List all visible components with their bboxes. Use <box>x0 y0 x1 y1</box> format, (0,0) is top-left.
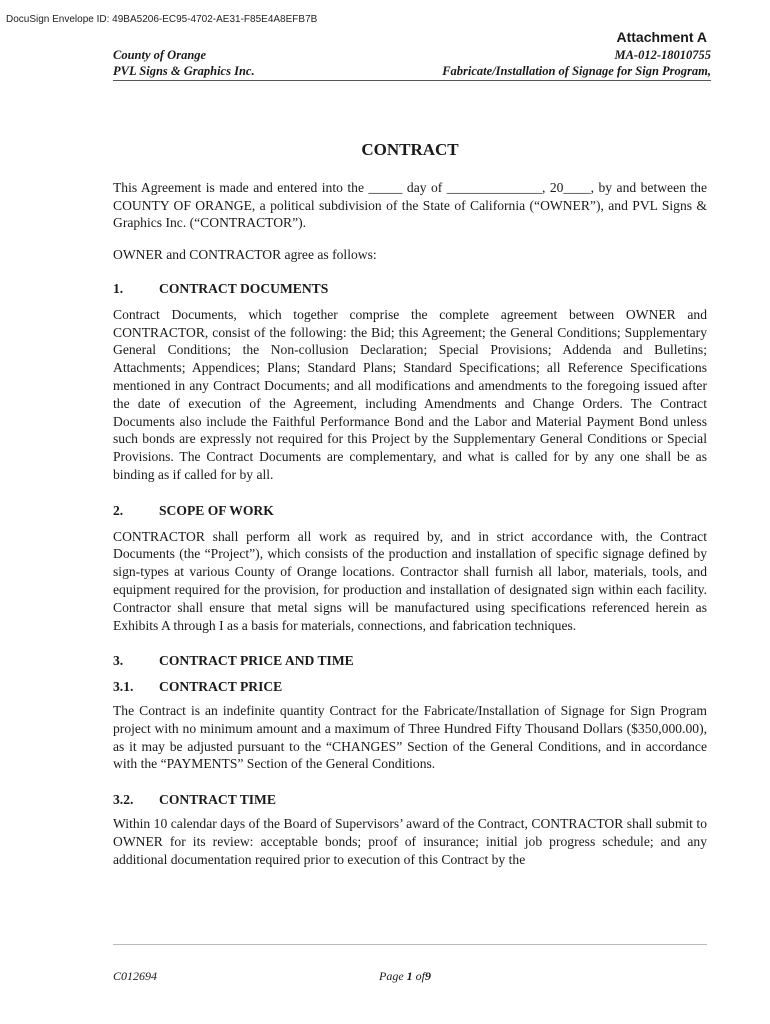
header-project-title: Fabricate/Installation of Signage for Sign Program, <box>442 63 711 78</box>
section-number: 3. <box>113 653 124 669</box>
section-number: 3.1. <box>113 679 134 695</box>
header-contractor: PVL Signs & Graphics Inc. <box>113 63 255 78</box>
section-title: CONTRACT DOCUMENTS <box>159 280 329 296</box>
document-body <box>113 141 707 876</box>
section-3-1-text: The Contract is an indefinite quantity Contract for the Fabricate/Installation of Signage for Sign Program project with no minimum amount and a maximum of Three Hundred Fifty Thousand Dollars ($350,000.00), as it may be adjusted pursuant to the “CHANGES” Section of the General Conditions, and in accordance with the “PAYMENTS” Section of the General Conditions. <box>113 702 707 772</box>
page-of-label: of <box>415 969 425 983</box>
intro-paragraph: This Agreement is made and entered into the _____ day of ______________, 20____, by and between the COUNTY OF ORANGE, a political subdivision of the State of California (“OWNER”), and PVL Signs & Graphics Inc. (“CONTRACTOR”). <box>113 179 707 231</box>
section-2-text: CONTRACTOR shall perform all work as required by, and in strict accordance with, the Contract Documents (the “Project”), which consists of the production and installation of specific signage defined by sign-types at various County of Orange locations. Contractor shall furnish all labor, materials, tools, and equipment required for the provision, for production and installation of designated sign within each facility. Contractor shall ensure that metal signs will be manufactured using specifications referenced herein as Exhibits A through I as a basis for materials, connections, and fabrication techniques. <box>113 528 707 633</box>
section-number: 1. <box>113 280 124 296</box>
section-title: CONTRACT TIME <box>159 792 276 808</box>
section-3-1-heading <box>113 678 707 696</box>
document-header <box>113 48 711 81</box>
section-title: CONTRACT PRICE <box>159 679 283 695</box>
page-label: Page <box>379 969 404 983</box>
header-contract-number: MA-012-18010755 <box>614 48 711 62</box>
section-3-heading <box>113 652 707 670</box>
page-current: 1 <box>406 969 413 983</box>
agree-paragraph: OWNER and CONTRACTOR agree as follows: <box>113 247 377 263</box>
section-1-text: Contract Documents, which together comprise the complete agreement between OWNER and CONTRACTOR, consist of the following: the Bid; this Agreement; the General Conditions; Supplementary General Conditions; the Non-collusion Declaration; Special Provisions; Addenda and Bulletins; Attachments; Appendices; Plans; Standard Plans; Standard Specifications; all Reference Specifications mentioned in any Contract Documents; and all modifications and amendments to the foregoing issued after the date of execution of the Agreement, including Amendments and Change Orders. The Contract Documents also include the Faithful Performance Bond and the Labor and Material Payment Bond unless such bonds are expressly not required for this Project by the Supplementary General Conditions or Special Provisions. The Contract Documents are complementary, and what is called for by any one shall be as binding as if called for by all. <box>113 306 707 482</box>
section-number: 3.2. <box>113 792 134 808</box>
document-title: CONTRACT <box>361 140 459 159</box>
section-title: CONTRACT PRICE AND TIME <box>159 653 354 669</box>
footer-document-code: C012694 <box>113 969 158 983</box>
header-county: County of Orange <box>113 48 207 62</box>
docusign-envelope-id: DocuSign Envelope ID: 49BA5206-EC95-4702-AE31-F85E4A8EFB7B <box>6 14 318 25</box>
section-3-2-heading <box>113 791 707 809</box>
section-2-heading <box>113 502 707 520</box>
section-3-2-text: Within 10 calendar days of the Board of Supervisors’ award of the Contract, CONTRACTOR shall submit to OWNER for its review: acceptable bonds; proof of insurance; initial job progress schedule; and any additional documentation required prior to execution of this Contract by the <box>113 815 707 867</box>
footer-divider <box>113 944 707 945</box>
section-number: 2. <box>113 502 124 518</box>
page-total: 9 <box>425 969 431 983</box>
section-title: SCOPE OF WORK <box>159 502 274 518</box>
section-1-heading <box>113 280 707 298</box>
footer-page-number <box>379 969 431 984</box>
attachment-label: Attachment A <box>616 29 707 45</box>
